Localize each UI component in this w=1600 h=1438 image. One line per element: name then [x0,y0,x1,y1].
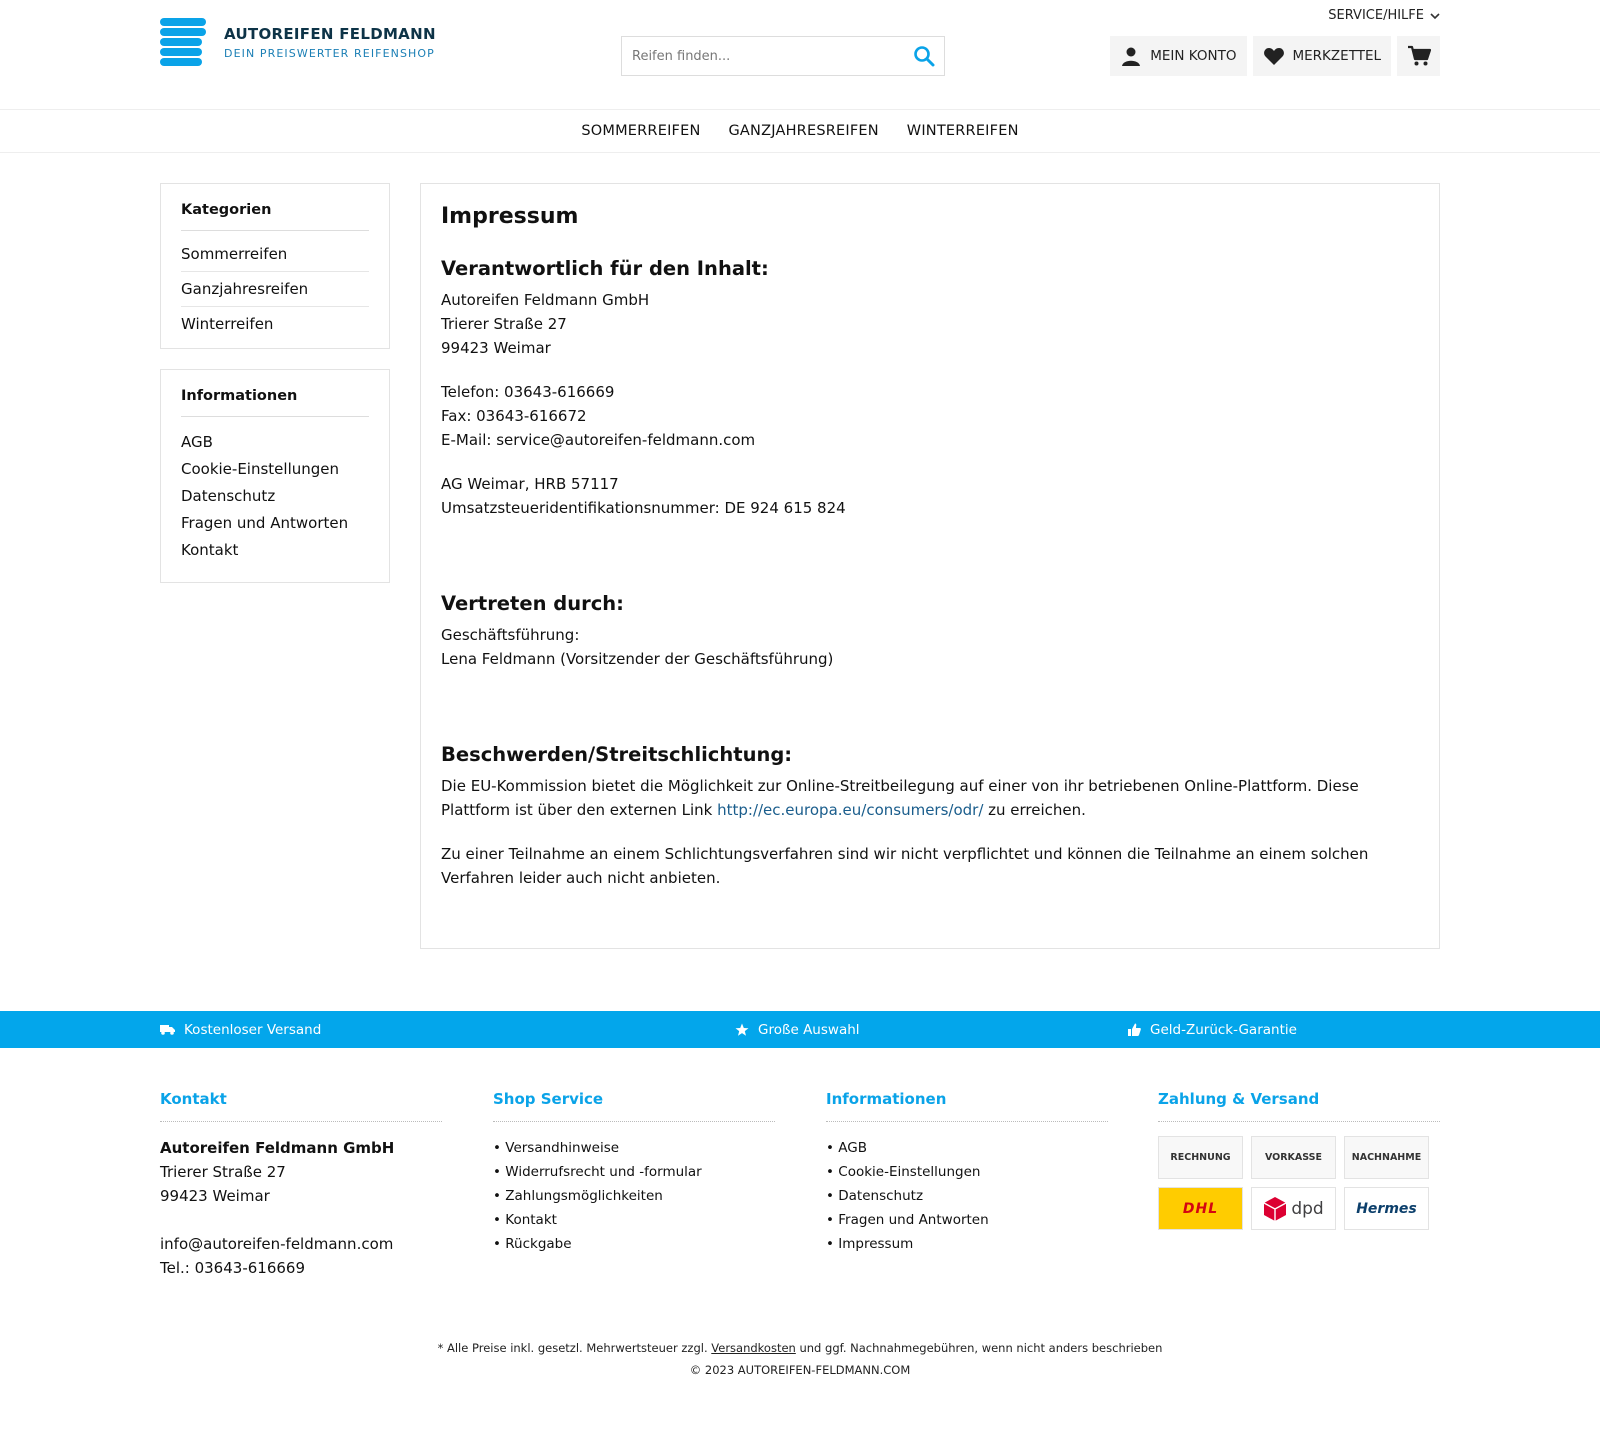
footer-email[interactable]: info@autoreifen-feldmann.com [160,1235,394,1253]
chevron-down-icon [1430,11,1440,21]
company-street: Trierer Straße 27 [441,315,567,333]
company-phone: Telefon: 03643-616669 [441,383,615,401]
payment-logos [1158,1136,1440,1230]
page-title: Impressum [441,204,579,229]
search-input[interactable] [622,37,904,75]
carrier-dpd [1251,1187,1336,1230]
sidebar-item-ganzjahresreifen[interactable]: Ganzjahresreifen [181,272,369,307]
footer-link-agb[interactable]: • AGB [826,1136,1108,1160]
header [0,0,1600,110]
sidebar-informations [160,369,390,583]
nav-item-ganzjahresreifen[interactable]: GANZJAHRESREIFEN [728,123,879,139]
footer-info-title: Informationen [826,1090,1108,1122]
section-heading-represented: Vertreten durch: [441,592,624,615]
sidebar-item-cookies[interactable]: Cookie-Einstellungen [181,460,340,478]
footer-payment [1158,1090,1440,1230]
odr-paragraph [441,774,1419,822]
footer-link-widerruf[interactable]: • Widerrufsrecht und -formular [493,1160,775,1184]
brand-title: AUTOREIFEN FELDMANN [224,25,436,43]
usp-shipping [160,1011,321,1048]
price-note-before: * Alle Preise inkl. gesetzl. Mehrwertsteuer zzgl. [437,1341,712,1355]
account-button[interactable] [1110,36,1246,76]
footer-service-title: Shop Service [493,1090,775,1122]
email-label: E-Mail: [441,431,497,449]
heart-icon [1263,46,1285,66]
company-vat: Umsatzsteueridentifikationsnummer: DE 924 615 824 [441,499,846,517]
price-note-after: und ggf. Nachnahmegebühren, wenn nicht anders beschrieben [795,1341,1163,1355]
footer-link-impressum[interactable]: • Impressum [826,1232,1108,1256]
service-label: SERVICE/HILFE [1328,8,1424,23]
truck-icon [160,1024,175,1035]
search-box [621,36,945,76]
dpd-cube-icon [1263,1196,1287,1222]
usp-bar [0,1011,1600,1048]
company-city: 99423 Weimar [441,339,551,357]
sidebar-item-agb[interactable]: AGB [181,433,213,451]
usp-shipping-label: Kostenloser Versand [184,1021,322,1038]
cart-button[interactable] [1397,36,1440,76]
usp-selection [735,1011,860,1048]
footer-company: Autoreifen Feldmann GmbH [160,1139,395,1157]
wishlist-label: MERKZETTEL [1292,48,1381,64]
footer-link-faq[interactable]: • Fragen und Antworten [826,1208,1108,1232]
star-icon [735,1023,749,1037]
company-email-line [441,428,1419,452]
brand-subtitle: DEIN PREISWERTER REIFENSHOP [224,47,435,60]
odr-text-after: zu erreichen. [983,801,1086,819]
odr-text-before: Die EU-Kommission bietet die Möglichkeit zur Online-Streitbeilegung auf einer von ihr betriebenen Online-Plattform. Diese Plattform ist über den externen Link [441,777,1359,819]
payment-nachnahme: NACHNAHME [1344,1136,1429,1179]
header-actions [1110,36,1440,76]
footer-link-kontakt[interactable]: • Kontakt [493,1208,775,1232]
categories-title: Kategorien [181,202,369,231]
main-navigation [0,110,1600,153]
payment-rechnung: RECHNUNG [1158,1136,1243,1179]
dhl-logo-text: DHL [1182,1200,1219,1217]
account-label: MEIN KONTO [1150,48,1237,64]
info-title: Informationen [181,388,369,417]
payment-vorkasse: VORKASSE [1251,1136,1336,1179]
usp-guarantee-label: Geld-Zurück-Garantie [1150,1021,1297,1038]
sidebar-categories [160,183,390,349]
section-heading-responsible: Verantwortlich für den Inhalt: [441,257,769,280]
arbitration-paragraph: Zu einer Teilnahme an einem Schlichtungsverfahren sind wir nicht verpflichtet und können die Teilnahme an einem solchen Verfahren leider auch nicht anbieten. [441,845,1369,887]
search-button[interactable] [904,37,944,75]
company-email[interactable]: service@autoreifen-feldmann.com [496,431,756,449]
company-fax: Fax: 03643-616672 [441,407,587,425]
usp-selection-label: Große Auswahl [758,1021,860,1038]
footer-link-zahlung[interactable]: • Zahlungsmöglichkeiten [493,1184,775,1208]
footer-contact [160,1090,442,1280]
footer-link-datenschutz[interactable]: • Datenschutz [826,1184,1108,1208]
sidebar-item-sommerreifen[interactable]: Sommerreifen [181,237,369,272]
service-menu[interactable] [1328,8,1440,23]
usp-guarantee [1128,1011,1297,1048]
footer-contact-title: Kontakt [160,1090,442,1122]
impressum-content [420,183,1440,949]
copyright: © 2023 AUTOREIFEN-FELDMANN.COM [689,1363,911,1377]
footer-link-rueckgabe[interactable]: • Rückgabe [493,1232,775,1256]
sidebar-item-faq[interactable]: Fragen und Antworten [181,514,349,532]
footer-link-versandhinweise[interactable]: • Versandhinweise [493,1136,775,1160]
price-note [0,1341,1600,1355]
footer-payment-title: Zahlung & Versand [1158,1090,1440,1122]
carrier-dhl [1158,1187,1243,1230]
footer-shop-service [493,1090,775,1256]
nav-item-winterreifen[interactable]: WINTERREIFEN [906,123,1019,139]
section-heading-complaints: Beschwerden/Streitschlichtung: [441,743,793,766]
odr-link[interactable]: http://ec.europa.eu/consumers/odr/ [717,801,984,819]
wishlist-button[interactable] [1253,36,1392,76]
footer-link-cookies[interactable]: • Cookie-Einstellungen [826,1160,1108,1184]
footer-street: Trierer Straße 27 [160,1163,286,1181]
hermes-logo-text: Hermes [1356,1200,1417,1217]
management-label: Geschäftsführung: [441,626,580,644]
company-name: Autoreifen Feldmann GmbH [441,291,650,309]
manager-name: Lena Feldmann (Vorsitzender der Geschäftsführung) [441,650,834,668]
shipping-costs-link[interactable]: Versandkosten [711,1341,796,1355]
logo[interactable] [160,18,436,68]
footer-city: 99423 Weimar [160,1187,270,1205]
thumbs-up-icon [1128,1023,1141,1036]
sidebar-item-winterreifen[interactable]: Winterreifen [181,315,274,333]
dpd-logo-text: dpd [1291,1198,1324,1219]
logo-icon [160,18,206,68]
company-register: AG Weimar, HRB 57117 [441,475,619,493]
footer-phone: Tel.: 03643-616669 [160,1259,305,1277]
footer-informations [826,1090,1108,1256]
search-icon [913,45,935,67]
user-icon [1120,45,1142,67]
cart-icon [1407,45,1431,67]
sidebar-item-datenschutz[interactable]: Datenschutz [181,487,276,505]
carrier-hermes [1344,1187,1429,1230]
sidebar-item-kontakt[interactable]: Kontakt [181,541,239,559]
nav-item-sommerreifen[interactable]: SOMMERREIFEN [581,123,701,139]
main-area [160,153,1440,993]
